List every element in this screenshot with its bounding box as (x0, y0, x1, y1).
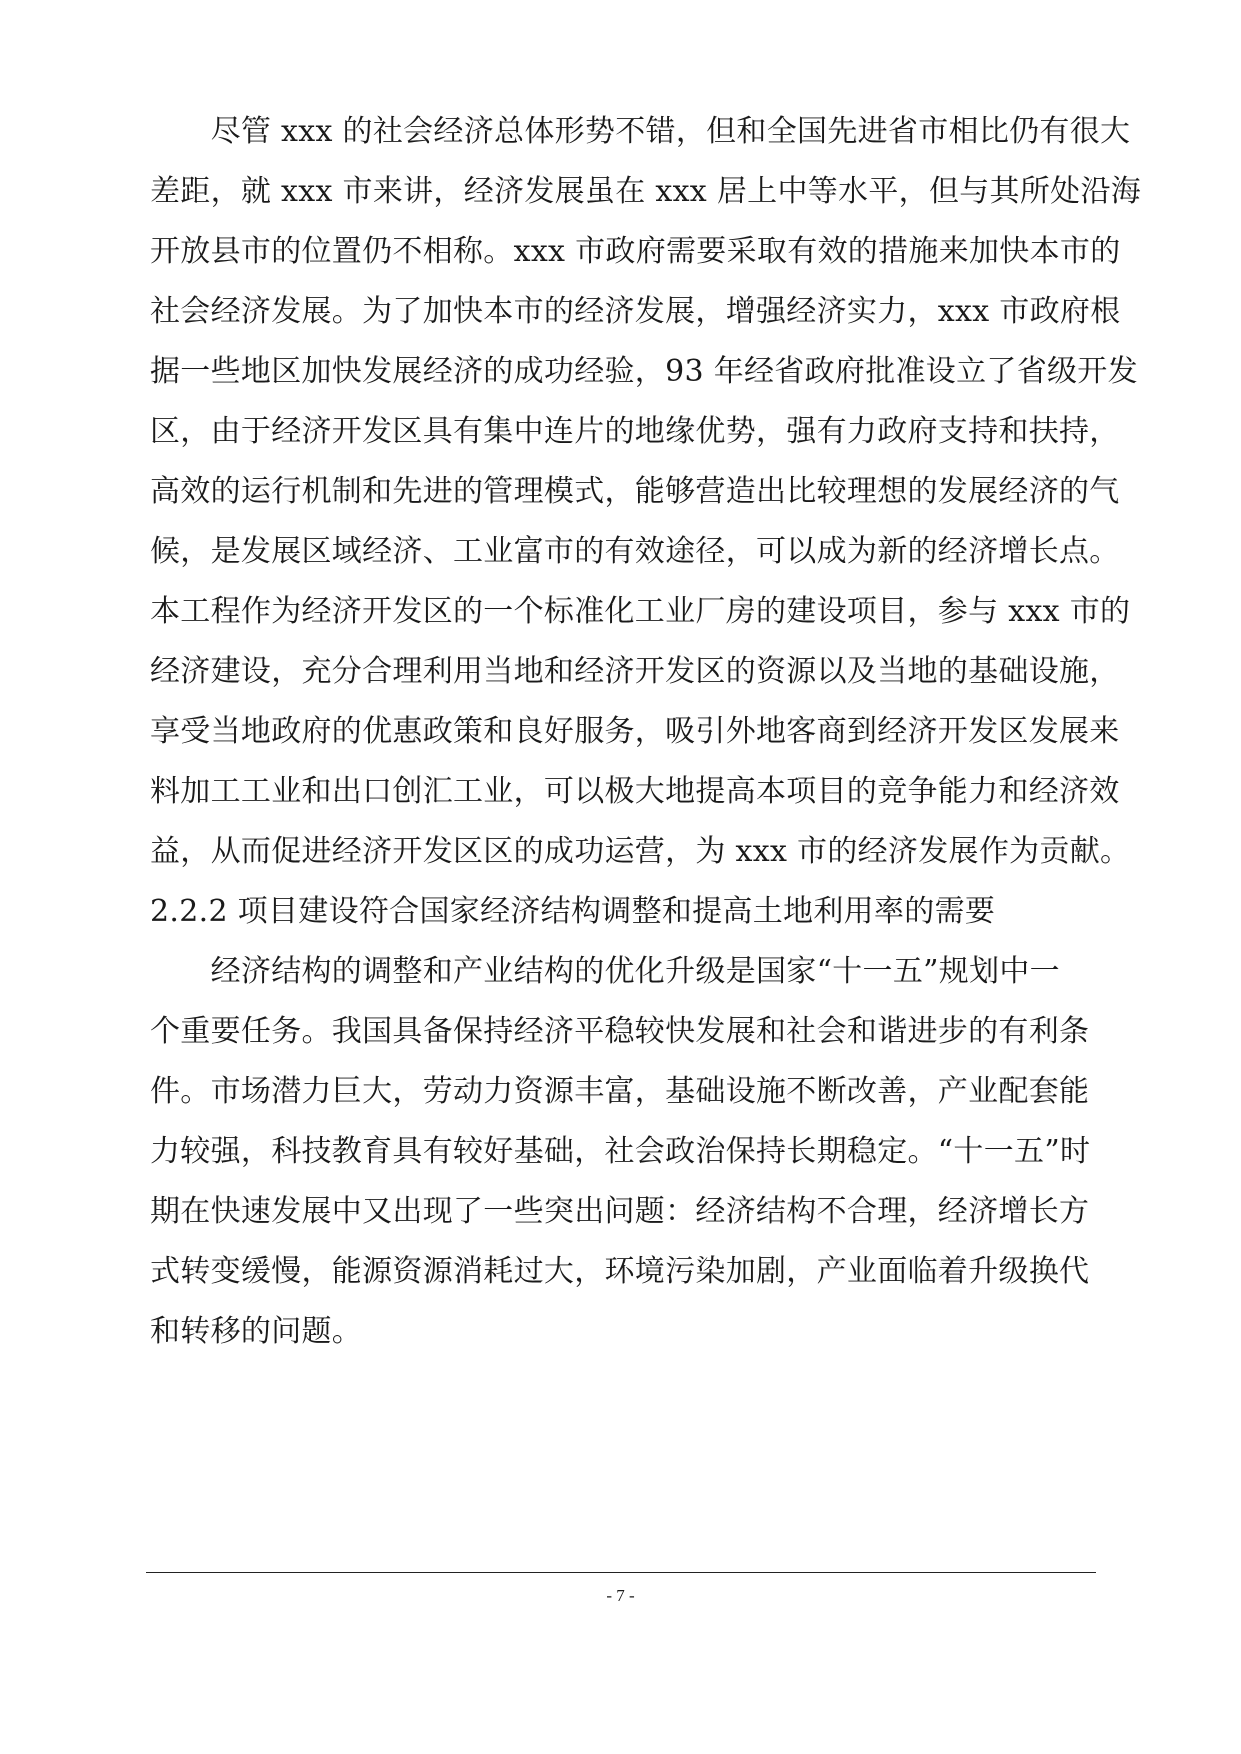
paragraph-line: 力较强，科技教育具有较好基础，社会政治保持长期稳定。“十一五”时 (150, 1134, 1091, 1169)
paragraph-line: 益，从而促进经济开发区区的成功运营，为 xxx 市的经济发展作为贡献。 (150, 834, 1131, 869)
paragraph-line: 经济建设，充分合理利用当地和经济开发区的资源以及当地的基础设施， (150, 654, 1120, 689)
page-number: - 7 - (606, 1586, 635, 1605)
paragraph-line: 享受当地政府的优惠政策和良好服务，吸引外地客商到经济开发区发展来 (150, 714, 1120, 749)
paragraph-line: 差距，就 xxx 市来讲，经济发展虽在 xxx 居上中等水平，但与其所处沿海 (150, 174, 1142, 209)
paragraph-line: 期在快速发展中又出现了一些突出问题：经济结构不合理，经济增长方 (150, 1194, 1090, 1229)
section-heading: 2.2.2 项目建设符合国家经济结构调整和提高土地利用率的需要 (150, 894, 996, 929)
paragraph-line: 料加工工业和出口创汇工业，可以极大地提高本项目的竞争能力和经济效 (150, 774, 1120, 809)
paragraph-line: 个重要任务。我国具备保持经济平稳较快发展和社会和谐进步的有利条 (150, 1014, 1090, 1049)
paragraph-line: 件。市场潜力巨大，劳动力资源丰富，基础设施不断改善，产业配套能 (150, 1074, 1090, 1109)
paragraph-line: 尽管 xxx 的社会经济总体形势不错，但和全国先进省市相比仍有很大 (150, 114, 1131, 149)
paragraph-line: 开放县市的位置仍不相称。xxx 市政府需要采取有效的措施来加快本市的 (150, 234, 1121, 269)
paragraph-line: 式转变缓慢，能源资源消耗过大，环境污染加剧，产业面临着升级换代 (150, 1254, 1090, 1289)
paragraph-line: 区，由于经济开发区具有集中连片的地缘优势，强有力政府支持和扶持， (150, 414, 1120, 449)
paragraph-line: 高效的运行机制和先进的管理模式，能够营造出比较理想的发展经济的气 (150, 474, 1120, 509)
paragraph-line: 社会经济发展。为了加快本市的经济发展，增强经济实力，xxx 市政府根 (150, 294, 1121, 329)
paragraph-line: 据一些地区加快发展经济的成功经验，93 年经省政府批准设立了省级开发 (150, 354, 1138, 389)
paragraph-line: 经济结构的调整和产业结构的优化升级是国家“十一五”规划中一 (150, 954, 1060, 989)
footer-divider (146, 1572, 1096, 1573)
paragraph-line: 和转移的问题。 (150, 1314, 363, 1349)
paragraph-line: 候，是发展区域经济、工业富市的有效途径，可以成为新的经济增长点。 (150, 534, 1120, 569)
paragraph-line: 本工程作为经济开发区的一个标准化工业厂房的建设项目，参与 xxx 市的 (150, 594, 1131, 629)
